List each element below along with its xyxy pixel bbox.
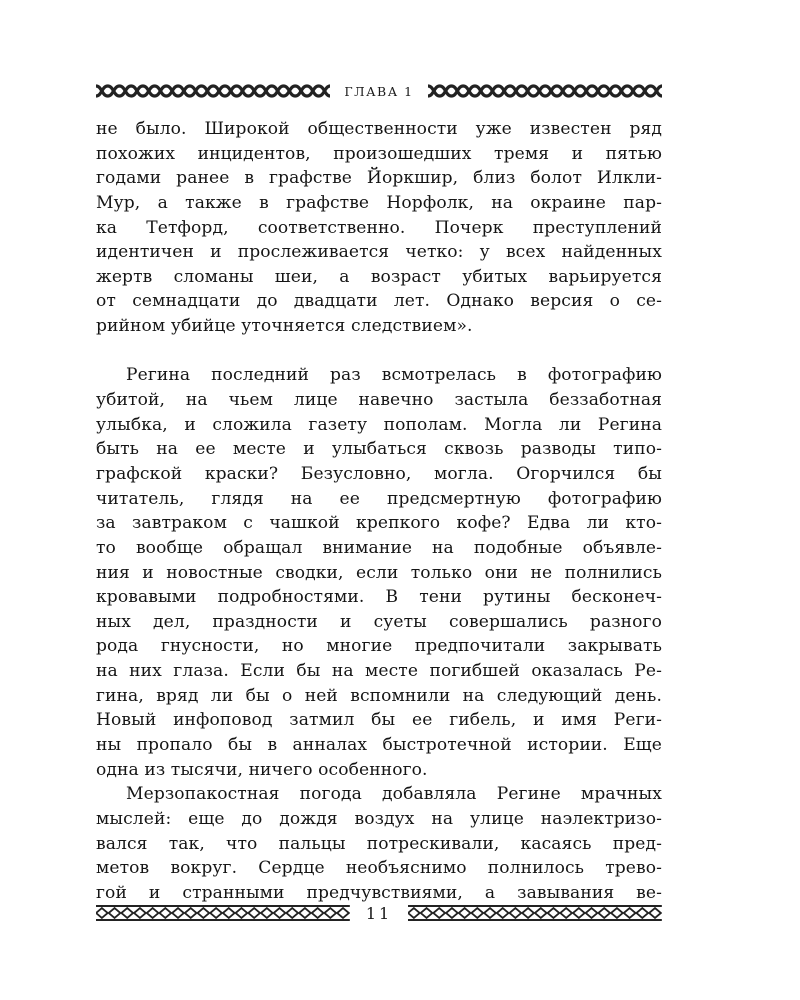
text-line: графской краски? Безусловно, могла. Огорчился бы xyxy=(96,463,662,484)
text-line: похожих инцидентов, произошедших тремя и пятью xyxy=(96,143,662,164)
text-line: идентичен и прослеживается четко: у всех найденных xyxy=(96,242,662,263)
paragraph-gap xyxy=(96,339,662,364)
text-line: одна из тысячи, ничего особенного. xyxy=(96,759,428,780)
text-line: гина, вряд ли бы о ней вспомнили на следующий день. xyxy=(96,685,662,706)
text-line: Новый инфоповод затмил бы ее гибель, и имя Реги- xyxy=(96,710,662,731)
text-line: мыслей: еще до дождя воздух на улице наэлектризо- xyxy=(96,808,662,829)
text-line: ных дел, праздности и суеты совершались разного xyxy=(96,611,662,632)
knot-ornament-right xyxy=(408,904,662,922)
text-line: Мерзопакостная погода добавляла Регине мрачных xyxy=(126,784,662,805)
paragraph-3 xyxy=(96,782,662,905)
text-line: кровавыми подробностями. В тени рутины бесконеч- xyxy=(96,587,662,608)
text-line: улыбка, и сложила газету пополам. Могла ли Регина xyxy=(96,414,662,435)
text-line: Мур, а также в графстве Норфолк, на окраине пар- xyxy=(96,192,662,213)
text-line: читатель, глядя на ее предсмертную фотографию xyxy=(96,488,662,509)
page-number: 11 xyxy=(365,903,393,923)
paragraph-2 xyxy=(96,363,662,782)
text-line: метов вокруг. Сердце необъяснимо полнилось трево- xyxy=(96,858,662,879)
book-body-text xyxy=(96,117,662,906)
text-line: на них глаза. Если бы на месте погибшей оказалась Ре- xyxy=(96,661,662,682)
chapter-label: ГЛАВА 1 xyxy=(344,83,414,99)
text-line: не было. Широкой общественности уже известен ряд xyxy=(96,119,662,139)
text-line: от семнадцати до двадцати лет. Однако версия о се- xyxy=(96,291,662,312)
text-line: быть на ее месте и улыбаться сквозь разводы типо- xyxy=(96,439,662,460)
text-line: жертв сломаны шеи, а возраст убитых варьируется xyxy=(96,266,662,287)
text-line: Регина последний раз всмотрелась в фотографию xyxy=(126,365,662,386)
text-line: годами ранее в графстве Йоркшир, близ болот Илкли- xyxy=(96,168,662,189)
chapter-header xyxy=(96,78,662,104)
text-line: гой и странными предчувствиями, а завывания ве- xyxy=(96,882,662,903)
text-line: то вообще обращал внимание на подобные объявле- xyxy=(96,537,662,558)
knot-ornament-left xyxy=(96,904,350,922)
text-line: убитой, на чьем лице навечно застыла беззаботная xyxy=(96,390,662,411)
text-line: рийном убийце уточняется следствием». xyxy=(96,316,473,337)
text-line: рода гнусности, но многие предпочитали закрывать xyxy=(96,636,662,657)
text-line: ка Тетфорд, соответственно. Почерк преступлений xyxy=(96,217,662,238)
braid-ornament-left xyxy=(96,82,330,100)
text-line: вался так, что пальцы потрескивали, касаясь пред- xyxy=(96,833,662,854)
paragraph-1 xyxy=(96,117,662,339)
text-line: ны пропало бы в анналах быстротечной истории. Еще xyxy=(96,735,662,756)
page-footer xyxy=(96,902,662,924)
text-line: ния и новостные сводки, если только они не полнились xyxy=(96,562,662,583)
text-line: за завтраком с чашкой крепкого кофе? Едва ли кто- xyxy=(96,513,662,534)
braid-ornament-right xyxy=(428,82,662,100)
